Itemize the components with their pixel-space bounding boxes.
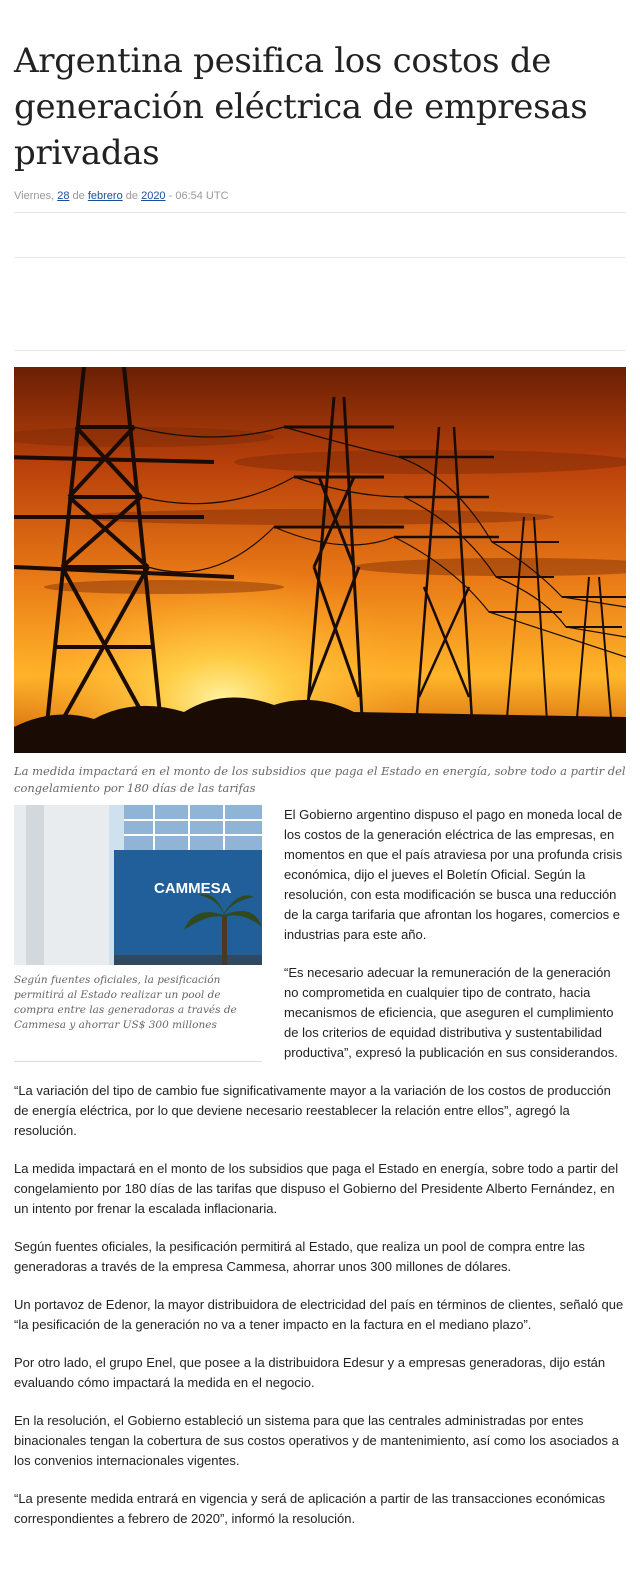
article-title: Argentina pesifica los costos de generación eléctrica de empresas privadas [14,41,588,173]
article-paragraph: El Gobierno argentino dispuso el pago en moneda local de los costos de la generación eléctrica de las empresas, en momentos en que el país atraviesa por una profunda crisis económica, dijo el jueves el Boletín Oficial. Según la resolución, con esta modificación se busca una reducción de la carga tarifaria que afrontan los hogares, comercios e industrias para este año. [284,807,623,942]
date-year-link[interactable]: 2020 [141,190,166,202]
article-paragraph: En la resolución, el Gobierno estableció un sistema para que las centrales administradas por entes binacionales tengan la cobertura de sus costos operativos y de mantenimiento, así como los asociados a los convenios internacionales vigentes. [14,1413,619,1468]
date-weekday: Viernes, [14,190,55,202]
article-body [14,805,626,1547]
inset-caption: Según fuentes oficiales, la pesificación permitirá al Estado realizar un pool de compra entre las generadoras a través de Cammesa y ahorrar US$ 300 millones [14,974,237,1031]
article-paragraph: Por otro lado, el grupo Enel, que posee a la distribuidora Edesur y a empresas generadoras, dijo están evaluando cómo impactará la medida en el negocio. [14,1355,606,1390]
article-paragraph: “La variación del tipo de cambio fue significativamente mayor a la variación de los costos de producción de energía eléctrica, por lo que deviene necesario reestablecer la relación entre ellos”, agregó la resolución. [14,1083,611,1138]
date-day-link[interactable]: 28 [57,190,70,202]
date-month-link[interactable]: febrero [87,190,123,202]
article-paragraph: Un portavoz de Edenor, la mayor distribuidora de electricidad del país en términos de clientes, señaló que “la pesificación de la generación no va a tener impacto en la factura en el mediano plazo”. [14,1297,624,1332]
ad-placeholder [14,213,626,351]
article-paragraph: Según fuentes oficiales, la pesificación permitirá al Estado, que realiza un pool de compra entre las generadoras a través de la empresa Cammesa, ahorrar unos 300 millones de dólares. [14,1239,585,1274]
power-lines-sunset-image [14,367,626,753]
article-paragraph: La medida impactará en el monto de los subsidios que paga el Estado en energía, sobre todo a partir del congelamiento por 180 días de las tarifas que dispuso el Gobierno del Presidente Alberto Fernández, en un intento por frenar la escalada inflacionaria. [14,1161,619,1216]
date-time: - 06:54 UTC [168,190,229,202]
cammesa-sign: CAMMESA [154,880,232,897]
date-de-2: de [125,190,139,202]
hero-image [14,367,626,753]
cammesa-building-image [14,805,262,965]
divider [14,257,626,258]
hero-caption: La medida impactará en el monto de los subsidios que paga el Estado en energía, sobre todo a partir del congelamiento por 180 días de las tarifas [14,764,626,795]
article-paragraph: “La presente medida entrará en vigencia y será de aplicación a partir de las transacciones económicas correspondientes a febrero de 2020”, informó la resolución. [14,1491,606,1526]
date-de-1: de [72,190,85,202]
article-paragraph: “Es necesario adecuar la remuneración de la generación no comprometida en cualquier tipo de contrato, hacia mecanismos de eficiencia, que aseguren el cumplimiento de los criterios de equidad distributiva y sustentabilidad productiva”, expresó la publicación en sus considerandos. [284,965,618,1060]
article-dateline [14,190,626,213]
inset-figure [14,805,262,1062]
